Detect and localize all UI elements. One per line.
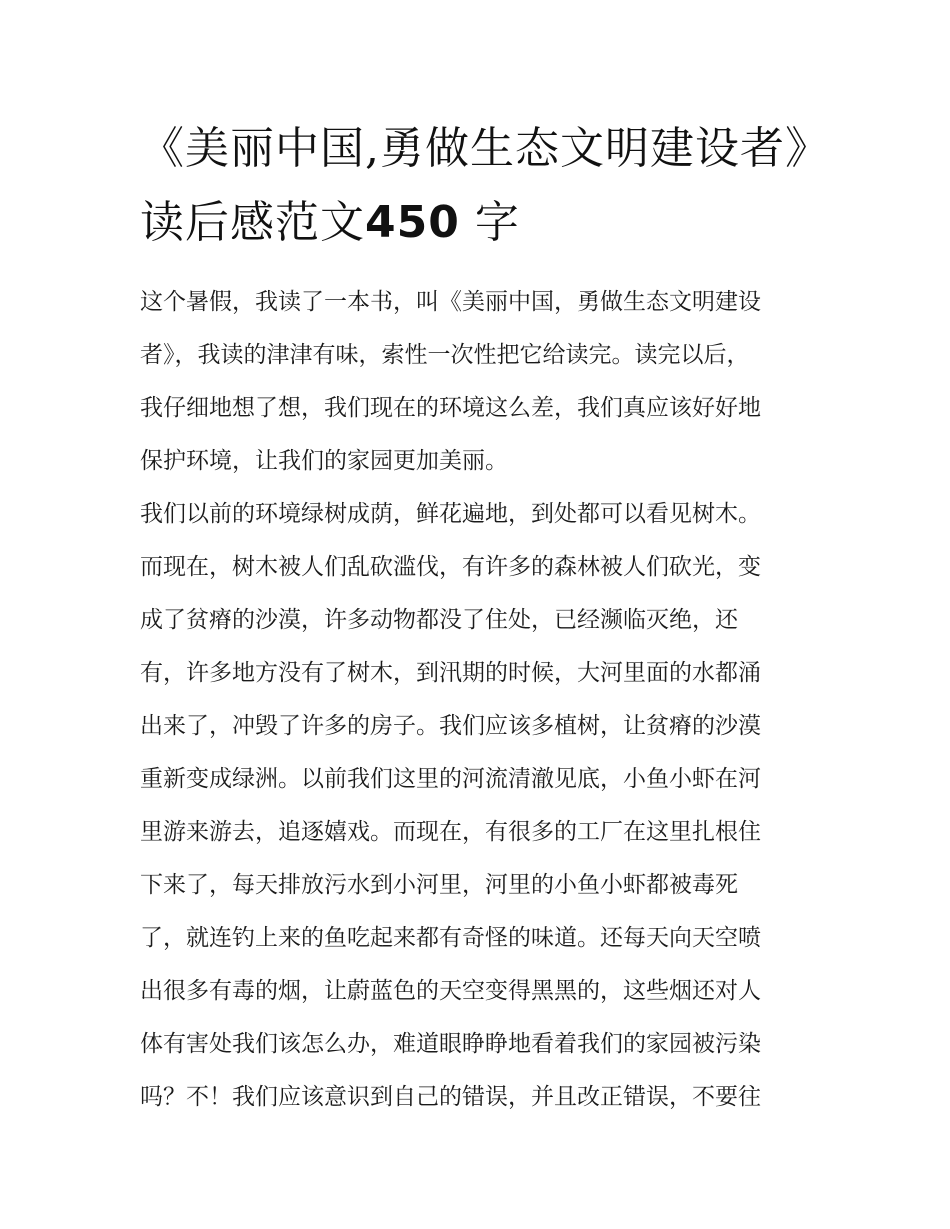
title-number: 450 bbox=[365, 197, 460, 248]
title-suffix: 字 bbox=[474, 197, 520, 248]
body-line: 体有害处我们该怎么办，难道眼睁睁地看着我们的家园被污染 bbox=[140, 1031, 761, 1057]
body-line: 这个暑假，我读了一本书，叫《美丽中国，勇做生态文明建设 bbox=[140, 289, 761, 315]
title-text: 《美丽中国,勇做生态文明建设者》读后感范文 bbox=[140, 123, 808, 248]
body-line: 者》，我读的津津有味，索性一次性把它给读完。读完以后， bbox=[140, 342, 750, 368]
body-line: 而现在，树木被人们乱砍滥伐，有许多的森林被人们砍光，变 bbox=[140, 554, 761, 580]
body-line: 吗？不！我们应该意识到自己的错误，并且改正错误，不要往 bbox=[140, 1084, 761, 1110]
body-line: 了，就连钓上来的鱼吃起来都有奇怪的味道。还每天向天空喷 bbox=[140, 925, 761, 951]
body-line: 我仔细地想了想，我们现在的环境这么差，我们真应该好好地 bbox=[140, 395, 761, 421]
body-line: 保护环境，让我们的家园更加美丽。 bbox=[140, 448, 508, 474]
body-line: 成了贫瘠的沙漠，许多动物都没了住处，已经濒临灭绝，还 bbox=[140, 607, 738, 633]
body-line: 出来了，冲毁了许多的房子。我们应该多植树，让贫瘠的沙漠 bbox=[140, 713, 761, 739]
body-line: 下来了，每天排放污水到小河里，河里的小鱼小虾都被毒死 bbox=[140, 872, 738, 898]
document-body bbox=[140, 276, 820, 1124]
body-line: 重新变成绿洲。以前我们这里的河流清澈见底，小鱼小虾在河 bbox=[140, 766, 761, 792]
document-title bbox=[140, 112, 820, 260]
body-line: 出很多有毒的烟，让蔚蓝色的天空变得黑黑的，这些烟还对人 bbox=[140, 978, 761, 1004]
body-line: 有，许多地方没有了树木，到汛期的时候，大河里面的水都涌 bbox=[140, 660, 761, 686]
body-line: 我们以前的环境绿树成荫，鲜花遍地，到处都可以看见树木。 bbox=[140, 501, 761, 527]
body-line: 里游来游去，追逐嬉戏。而现在，有很多的工厂在这里扎根住 bbox=[140, 819, 761, 845]
